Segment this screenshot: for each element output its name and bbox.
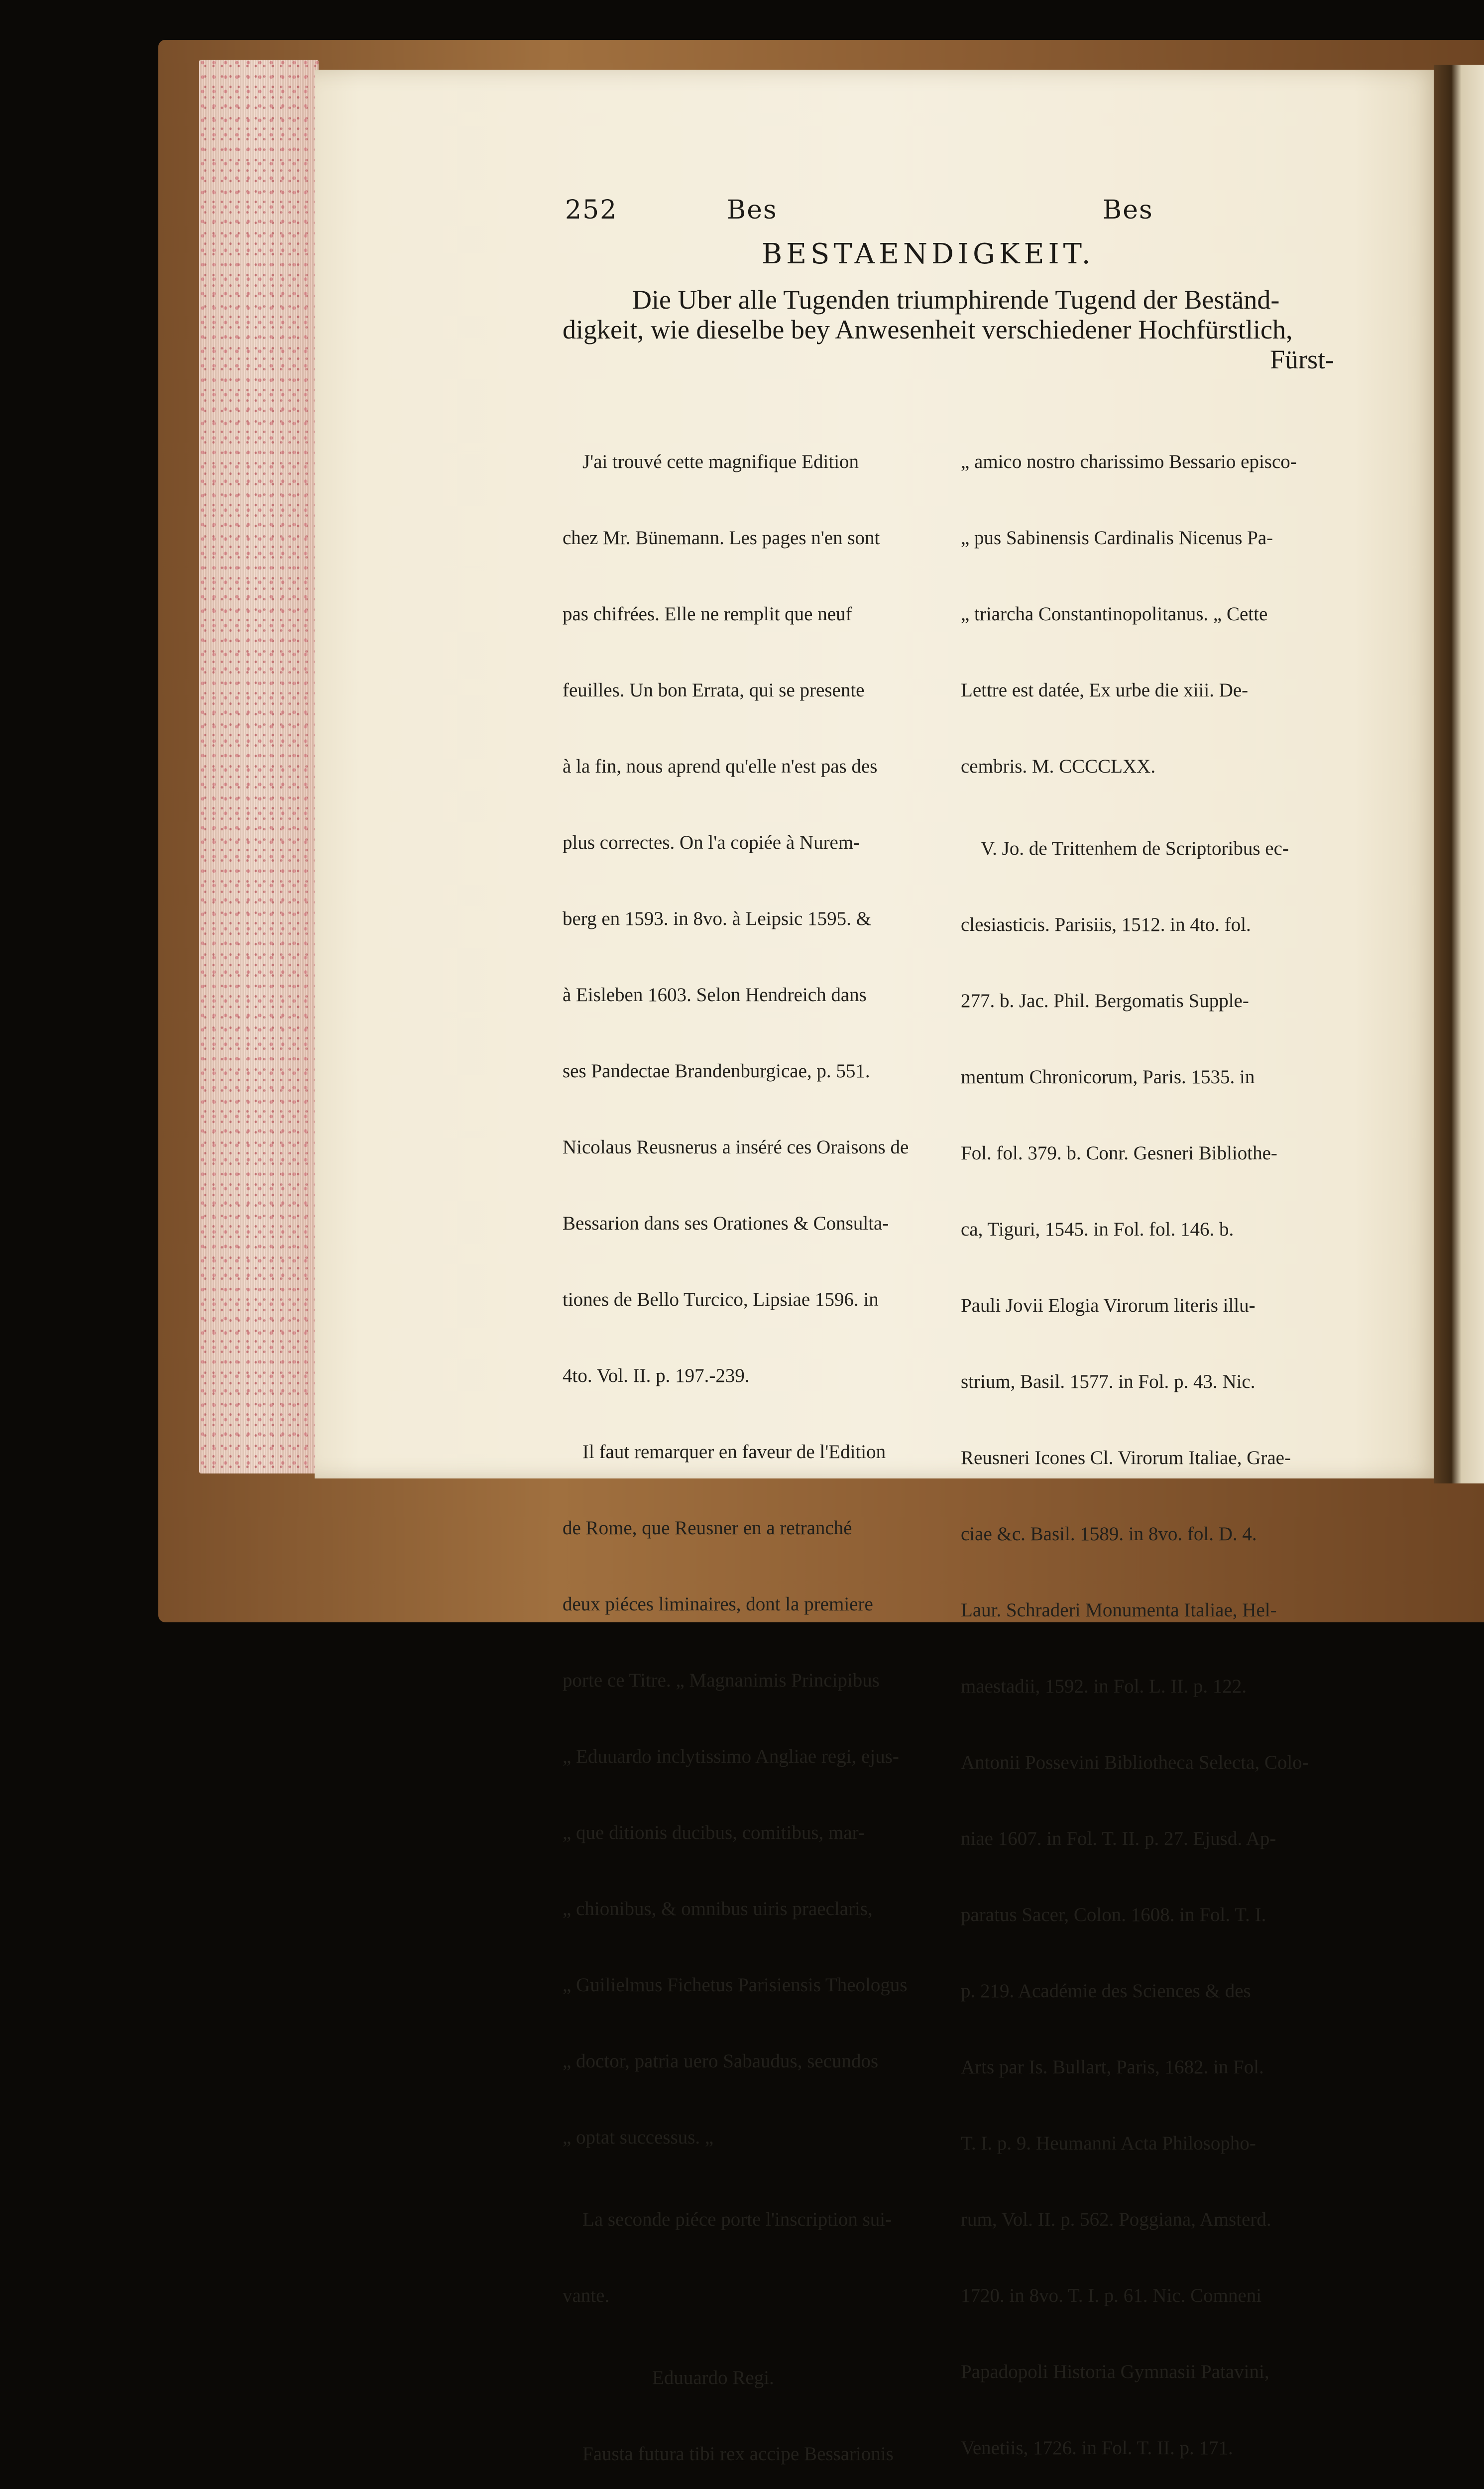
subtitle-line: Die Uber alle Tugenden triumphirende Tugend der Beständ- (632, 285, 1280, 315)
text-line: V. Jo. de Trittenhem de Scriptoribus ec- (981, 838, 1289, 859)
subtitle-line: digkeit, wie dieselbe bey Anwesenheit verschiedener Hochfürstlich, (563, 315, 1293, 344)
text-line: ses Pandectae Brandenburgicae, p. 551. (563, 1060, 870, 1082)
left-column (563, 398, 941, 2489)
text-line: chez Mr. Bünemann. Les pages n'en sont (563, 527, 880, 549)
text-line: Papadopoli Historia Gymnasii Patavini, (961, 2361, 1269, 2382)
text-line: „ pus Sabinensis Cardinalis Nicenus Pa- (961, 527, 1273, 549)
text-line: vante. (563, 2285, 610, 2306)
running-head-right: Bes (1103, 195, 1153, 225)
text-line: strium, Basil. 1577. in Fol. p. 43. Nic. (961, 1371, 1256, 1392)
page-edges (199, 60, 319, 1473)
text-line: clesiasticis. Parisiis, 1512. in 4to. fol. (961, 914, 1251, 935)
text-line: „ amico nostro charissimo Bessario episco- (961, 451, 1297, 472)
page-number: 252 (565, 195, 618, 225)
text-line: mentum Chronicorum, Paris. 1535. in (961, 1066, 1255, 1088)
text-line: „ que ditionis ducibus, comitibus, mar- (563, 1822, 865, 1843)
text-line: Arts par Is. Bullart, Paris, 1682. in Fol. (961, 2056, 1264, 2078)
text-line: Fol. fol. 379. b. Conr. Gesneri Bibliothe- (961, 1142, 1277, 1164)
text-line: Venetiis, 1726. in Fol. T. II. p. 171. (961, 2437, 1233, 2459)
text-line: T. I. p. 9. Heumanni Acta Philosopho- (961, 2133, 1256, 2154)
text-line: Laur. Schraderi Monumenta Italiae, Hel- (961, 1599, 1277, 1621)
right-column (961, 398, 1339, 2489)
text-line: J'ai trouvé cette magnifique Edition (582, 451, 859, 472)
text-line: „ Eduuardo inclytissimo Angliae regi, ejus- (563, 1746, 899, 1767)
text-line: paratus Sacer, Colon. 1608. in Fol. T. I. (961, 1904, 1266, 1925)
text-line: à Eisleben 1603. Selon Hendreich dans (563, 984, 867, 1006)
text-line: Lettre est datée, Ex urbe die xiii. De- (961, 679, 1249, 701)
text-line: ciae &c. Basil. 1589. in 8vo. fol. D. 4. (961, 1523, 1257, 1545)
text-line: à la fin, nous aprend qu'elle n'est pas des (563, 756, 878, 777)
text-line: Eduuardo Regi. (652, 2367, 774, 2388)
article-title: BESTAENDIGKEIT. (762, 238, 1095, 270)
text-line: Nicolaus Reusnerus a inséré ces Oraisons de (563, 1136, 909, 1158)
text-line: deux piéces liminaires, dont la premiere (563, 1593, 873, 1615)
article-subtitle (563, 285, 1334, 374)
text-line: berg en 1593. in 8vo. à Leipsic 1595. & (563, 908, 871, 929)
text-line: pas chifrées. Elle ne remplit que neuf (563, 603, 852, 625)
text-line: plus correctes. On l'a copiée à Nurem- (563, 832, 860, 853)
text-line: Reusneri Icones Cl. Virorum Italiae, Grae- (961, 1447, 1291, 1469)
text-line: p. 219. Académie des Sciences & des (961, 1980, 1251, 2002)
text-line: 1720. in 8vo. T. I. p. 61. Nic. Comneni (961, 2285, 1262, 2306)
book-gutter (1434, 65, 1484, 1483)
text-line: Il faut remarquer en faveur de l'Edition (582, 1441, 886, 1463)
text-line: rum, Vol. II. p. 562. Poggiana, Amsterd. (961, 2209, 1271, 2230)
text-line: feuilles. Un bon Errata, qui se presente (563, 679, 865, 701)
text-line: de Rome, que Reusner en a retranché (563, 1517, 852, 1539)
text-line: „ triarcha Constantinopolitanus. „ Cette (961, 603, 1268, 625)
text-line: ca, Tiguri, 1545. in Fol. fol. 146. b. (961, 1219, 1234, 1240)
text-line: tiones de Bello Turcico, Lipsiae 1596. in (563, 1289, 879, 1310)
text-line: Bessarion dans ses Orationes & Consulta- (563, 1213, 889, 1234)
text-line: porte ce Titre. „ Magnanimis Principibus (563, 1670, 880, 1691)
text-line: Pauli Jovii Elogia Virorum literis illu- (961, 1295, 1256, 1316)
text-line: cembris. M. CCCCLXX. (961, 756, 1156, 777)
text-line: La seconde piéce porte l'inscription sui- (582, 2209, 892, 2230)
running-head-left: Bes (727, 195, 778, 225)
text-line: „ Guilielmus Fichetus Parisiensis Theologus (563, 1974, 908, 1996)
text-line: maestadii, 1592. in Fol. L. II. p. 122. (961, 1676, 1247, 1697)
text-line: 277. b. Jac. Phil. Bergomatis Supple- (961, 990, 1249, 1012)
text-line: Fausta futura tibi rex accipe Bessarionis (582, 2443, 894, 2465)
subtitle-line: Fürst- (1269, 344, 1334, 374)
text-line: „ optat successus. „ (563, 2127, 714, 2148)
text-line: Antonii Possevini Bibliotheca Selecta, Colo- (961, 1752, 1309, 1773)
text-line: „ doctor, patria uero Sabaudus, secundos (563, 2050, 879, 2072)
text-line: niae 1607. in Fol. T. II. p. 27. Ejusd. Ap- (961, 1828, 1276, 1849)
text-line: 4to. Vol. II. p. 197.-239. (563, 1365, 750, 1386)
text-line: „ chionibus, & omnibus uiris praeclaris, (563, 1898, 873, 1920)
